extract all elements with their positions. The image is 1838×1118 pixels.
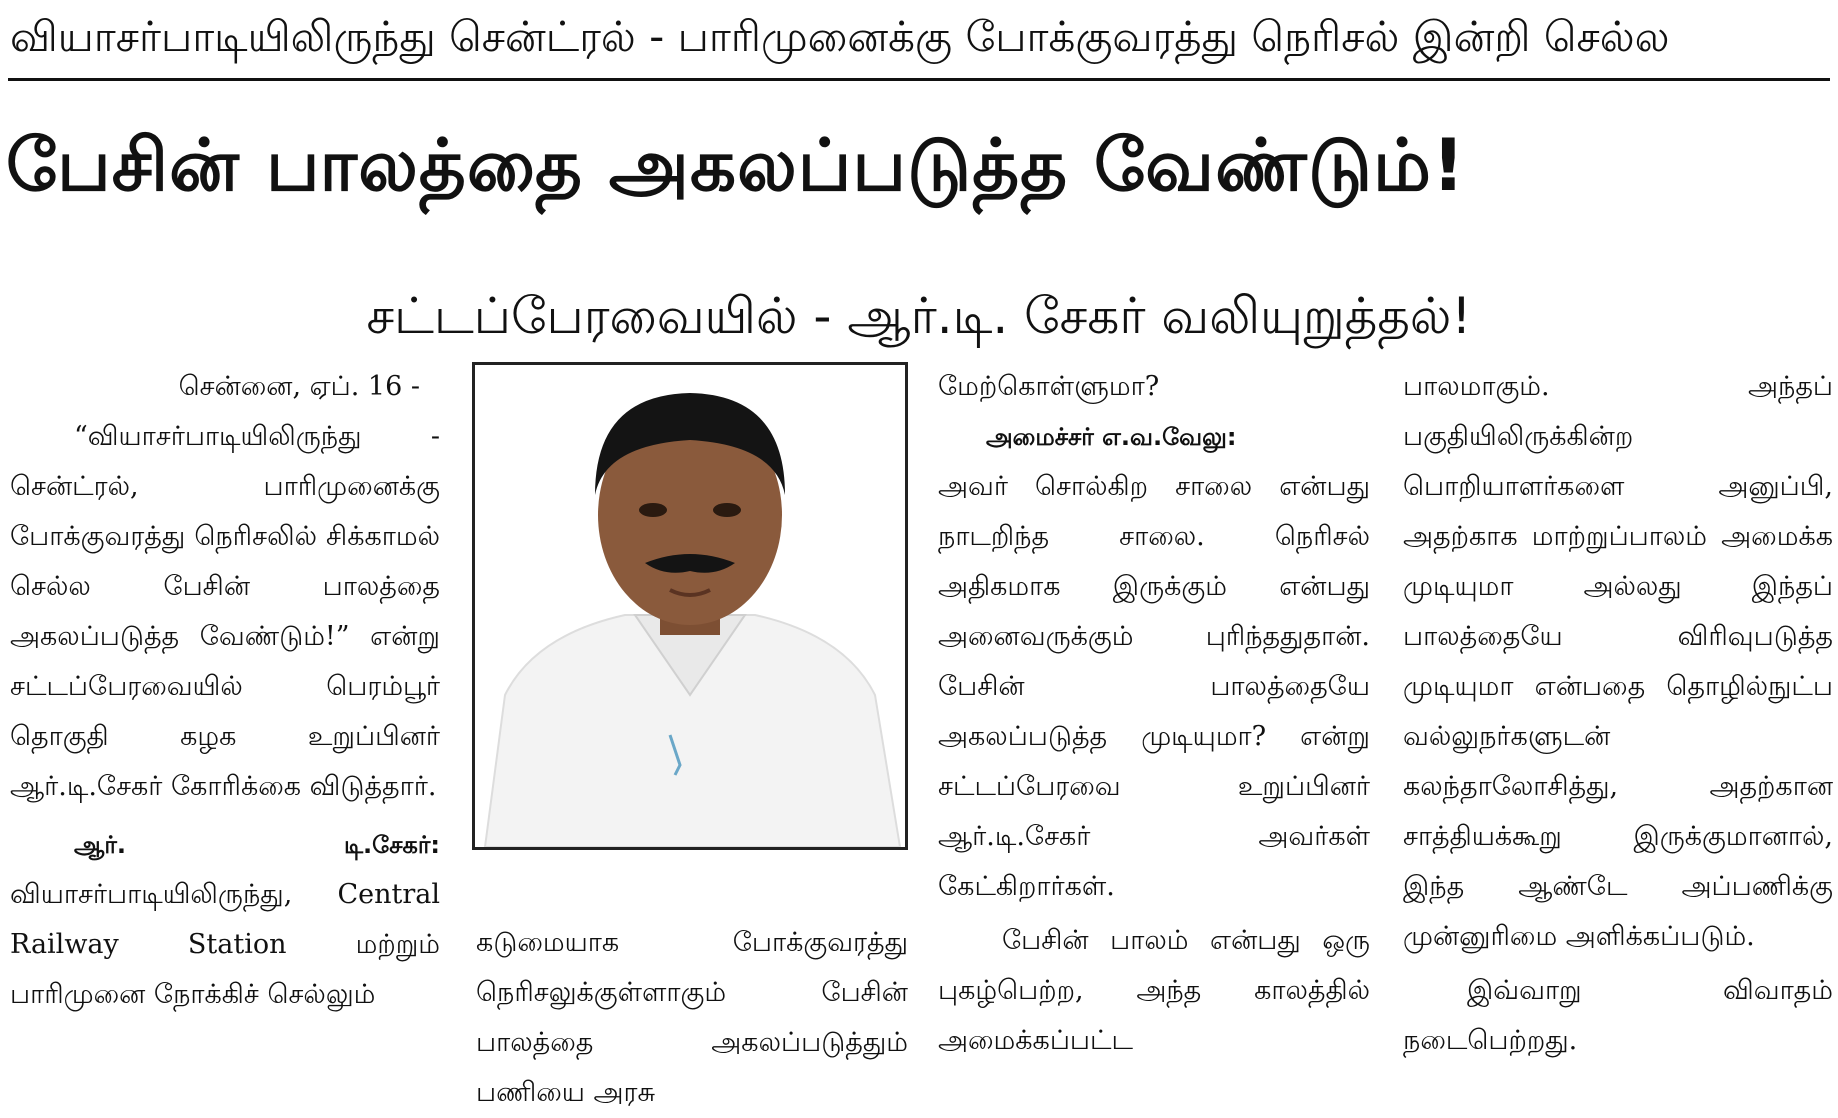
article-column-3 bbox=[938, 362, 1370, 1066]
article-column-1 bbox=[10, 362, 440, 1020]
portrait-photo bbox=[472, 362, 908, 850]
minister-paragraph bbox=[938, 412, 1370, 912]
minister-reply: அவர் சொல்கிற சாலை என்பது நாடறிந்த சாலை. நெரிசல் அதிகமாக இருக்கும் என்பது அனைவருக்கும் புரிந்ததுதான். பேசின் பாலத்தையே அகலப்படுத்த முடியுமா? என்று சட்டப்பேரவை உறுப்பினர் ஆர்.டி.சேகர் அவர்கள் கேட்கிறார்கள். bbox=[938, 471, 1370, 902]
sub-headline: சட்டப்பேரவையில் - ஆர்.டி. சேகர் வலியுறுத்தல்! bbox=[366, 287, 1472, 345]
headline-rule bbox=[8, 78, 1830, 81]
intro-paragraph: “வியாசர்பாடியிலிருந்து - சென்ட்ரல், பாரிமுனைக்கு போக்குவரத்து நெரிசலில் சிக்காமல் செல்ல பேசின் பாலத்தை அகலப்படுத்த வேண்டும்!” என்று சட்டப்பேரவையில் பெரம்பூர் தொகுதி கழக உறுப்பினர் ஆர்.டி.சேகர் கோரிக்கை விடுத்தார். bbox=[10, 421, 440, 802]
column-3-paragraph-2: பேசின் பாலம் என்பது ஒரு புகழ்பெற்ற, அந்த காலத்தில் அமைக்கப்பட்ட bbox=[938, 925, 1370, 1056]
person-portrait-icon bbox=[475, 365, 905, 847]
speaker-name: ஆர். டி.சேகர்: bbox=[74, 831, 440, 859]
main-headline: பேசின் பாலத்தை அகலப்படுத்த வேண்டும்! bbox=[6, 123, 1466, 207]
speaker-text: வியாசர்பாடியிலிருந்து, Central Railway Station மற்றும் பாரிமுனை நோக்கிச் செல்லும் bbox=[10, 879, 440, 1010]
speaker-paragraph bbox=[10, 820, 440, 1020]
closing-paragraph: இவ்வாறு விவாதம் நடைபெற்றது. bbox=[1403, 975, 1833, 1056]
kicker-headline: வியாசர்பாடியிலிருந்து சென்ட்ரல் - பாரிமுனைக்கு போக்குவரத்து நெரிசல் இன்றி செல்ல bbox=[10, 12, 1670, 61]
article-column-4 bbox=[1403, 362, 1833, 1066]
continued-text: மேற்கொள்ளுமா? bbox=[938, 371, 1160, 402]
article-column-2 bbox=[476, 918, 908, 1118]
minister-name: அமைச்சர் எ.வ.வேலு: bbox=[986, 423, 1237, 451]
column-4-text: பாலமாகும். அந்தப் பகுதியிலிருக்கின்ற பொறியாளர்களை அனுப்பி, அதற்காக மாற்றுப்பாலம் அமைக்க முடியுமா அல்லது இந்தப் பாலத்தையே விரிவுபடுத்த முடியுமா என்பதை தொழில்நுட்ப வல்லுநர்களுடன் கலந்தாலோசித்து, அதற்கான சாத்தியக்கூறு இருக்குமானால், இந்த ஆண்டே அப்பணிக்கு முன்னுரிமை அளிக்கப்படும். bbox=[1403, 371, 1833, 952]
column-2-text: கடுமையாக போக்குவரத்து நெரிசலுக்குள்ளாகும் பேசின் பாலத்தை அகலப்படுத்தும் பணியை அரசு bbox=[476, 927, 908, 1108]
dateline: சென்னை, ஏப். 16 - bbox=[178, 371, 420, 402]
